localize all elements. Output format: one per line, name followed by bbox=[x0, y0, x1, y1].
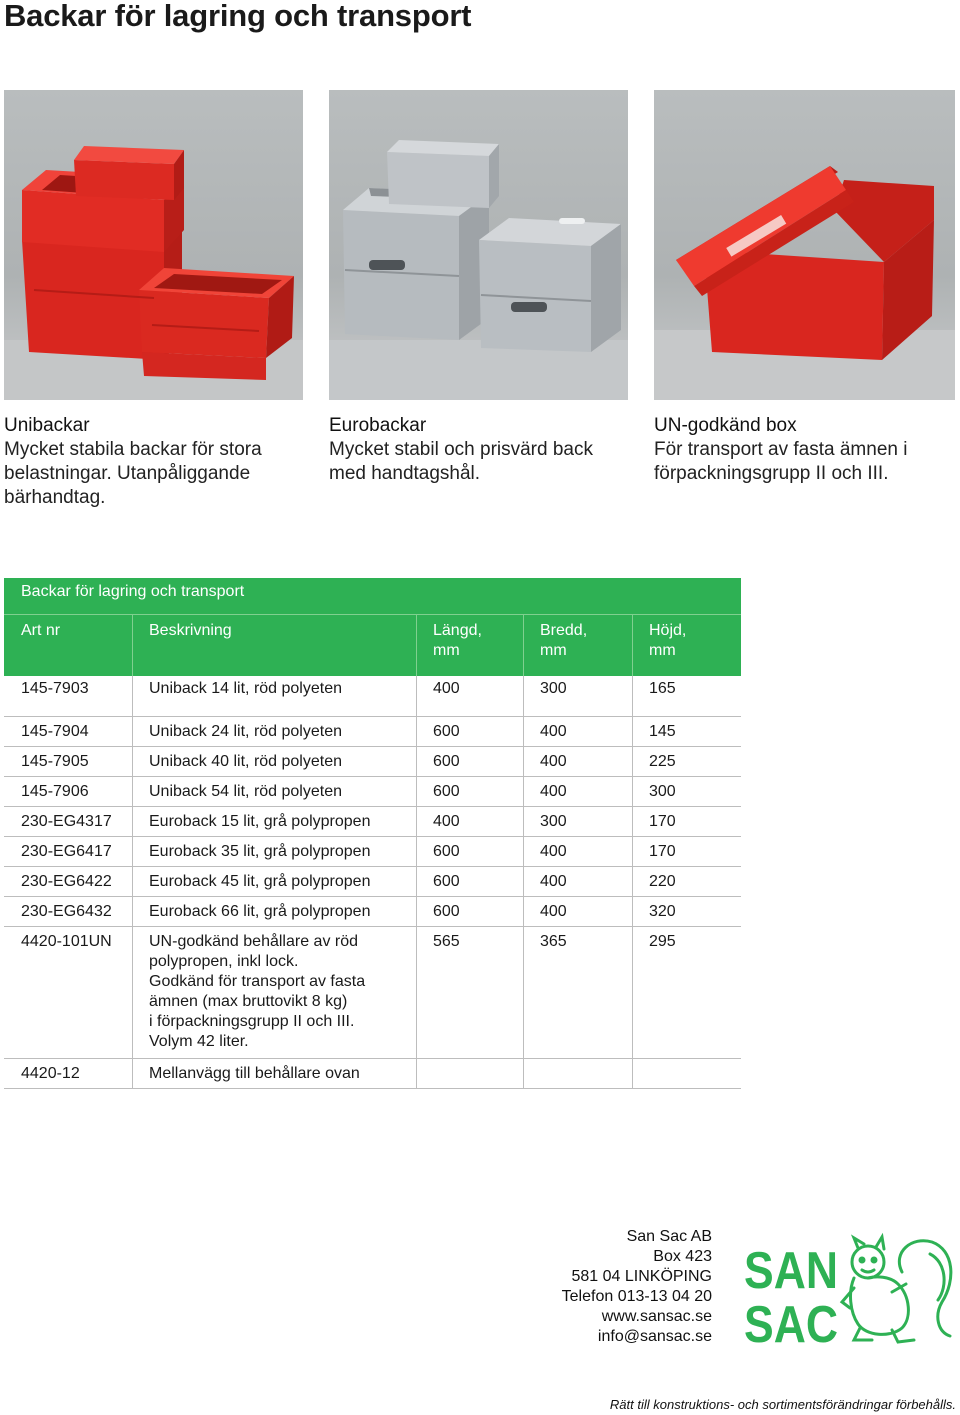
caption-title: UN-godkänd box bbox=[654, 415, 797, 436]
table-row bbox=[4, 746, 741, 776]
cell-beskrivning bbox=[149, 752, 342, 772]
description-line: Mellanvägg till behållare ovan bbox=[149, 1065, 360, 1082]
description-line: Euroback 35 lit, grå polypropen bbox=[149, 843, 371, 860]
caption-text: Mycket stabila backar för stora belastningar. Utanpåliggande bärhandtag. bbox=[4, 439, 262, 508]
description-line: Uniback 14 lit, röd polyeten bbox=[149, 680, 342, 697]
table-row bbox=[4, 776, 741, 806]
table-row bbox=[4, 896, 741, 926]
cell-art-nr: 4420-101UN bbox=[21, 933, 112, 950]
cell-langd: 600 bbox=[433, 873, 460, 890]
table-row bbox=[4, 676, 741, 716]
cell-langd: 600 bbox=[433, 753, 460, 770]
description-line: UN-godkänd behållare av röd bbox=[149, 933, 359, 950]
description-line: Euroback 45 lit, grå polypropen bbox=[149, 873, 371, 890]
cell-bredd: 400 bbox=[540, 843, 567, 860]
cell-hojd: 170 bbox=[649, 813, 676, 830]
cell-hojd: 145 bbox=[649, 723, 676, 740]
cell-beskrivning bbox=[149, 842, 370, 862]
caption-unibackar bbox=[4, 414, 304, 510]
cell-hojd: 300 bbox=[649, 783, 676, 800]
cell-beskrivning bbox=[149, 679, 342, 699]
description-line: Volym 42 liter. bbox=[149, 1033, 249, 1050]
cell-hojd: 295 bbox=[649, 933, 676, 950]
caption-title: Unibackar bbox=[4, 415, 90, 436]
product-table bbox=[4, 578, 741, 1089]
logo-text-line1: SAN bbox=[744, 1242, 838, 1300]
logo-text-line2: SAC bbox=[744, 1296, 838, 1350]
cell-bredd: 300 bbox=[540, 680, 567, 697]
address-line: info@sansac.se bbox=[597, 1328, 712, 1345]
cell-langd: 600 bbox=[433, 843, 460, 860]
cell-hojd: 320 bbox=[649, 903, 676, 920]
address-line: www.sansac.se bbox=[601, 1308, 712, 1325]
cell-bredd: 400 bbox=[540, 903, 567, 920]
header-art-nr: Art nr bbox=[21, 622, 61, 639]
cell-art-nr: 230-EG6432 bbox=[21, 903, 112, 920]
description-line: Uniback 40 lit, röd polyeten bbox=[149, 753, 342, 770]
address-line: Box 423 bbox=[653, 1248, 712, 1265]
table-row bbox=[4, 926, 741, 1058]
cell-beskrivning bbox=[149, 902, 370, 922]
description-line: polypropen, inkl lock. bbox=[149, 953, 299, 970]
cell-langd: 565 bbox=[433, 933, 460, 950]
cell-bredd: 400 bbox=[540, 723, 567, 740]
table-body bbox=[4, 676, 741, 1089]
squirrel-mascot-icon bbox=[842, 1237, 951, 1342]
cell-hojd: 225 bbox=[649, 753, 676, 770]
caption-text: Mycket stabil och prisvärd back med handtagshål. bbox=[329, 439, 593, 484]
description-line: Godkänd för transport av fasta bbox=[149, 973, 366, 990]
cell-art-nr: 145-7903 bbox=[21, 680, 89, 697]
description-line: Uniback 24 lit, röd polyeten bbox=[149, 723, 342, 740]
address-line: 581 04 LINKÖPING bbox=[571, 1268, 712, 1285]
header-bredd: Bredd, mm bbox=[540, 622, 588, 659]
company-address bbox=[540, 1227, 712, 1347]
caption-un-box bbox=[654, 414, 954, 486]
cell-art-nr: 145-7905 bbox=[21, 753, 89, 770]
cell-art-nr: 230-EG6417 bbox=[21, 843, 112, 860]
cell-langd: 400 bbox=[433, 680, 460, 697]
caption-title: Eurobackar bbox=[329, 415, 427, 436]
sansac-logo bbox=[742, 1232, 958, 1355]
cell-beskrivning bbox=[149, 872, 370, 892]
cell-art-nr: 4420-12 bbox=[21, 1065, 80, 1082]
header-beskrivning: Beskrivning bbox=[149, 622, 232, 639]
eurobackar-photo bbox=[329, 90, 628, 400]
cell-art-nr: 230-EG6422 bbox=[21, 873, 112, 890]
cell-hojd: 165 bbox=[649, 680, 676, 697]
table-row bbox=[4, 866, 741, 896]
table-row bbox=[4, 1058, 741, 1088]
cell-beskrivning bbox=[149, 722, 342, 742]
cell-beskrivning bbox=[149, 1064, 360, 1084]
page-title: Backar för lagring och transport bbox=[4, 0, 472, 33]
cell-hojd: 170 bbox=[649, 843, 676, 860]
caption-eurobackar bbox=[329, 414, 629, 486]
table-row bbox=[4, 836, 741, 866]
cell-bredd: 400 bbox=[540, 873, 567, 890]
cell-hojd: 220 bbox=[649, 873, 676, 890]
cell-art-nr: 230-EG4317 bbox=[21, 813, 112, 830]
cell-beskrivning bbox=[149, 812, 370, 832]
header-langd: Längd, mm bbox=[433, 622, 482, 659]
cell-bredd: 400 bbox=[540, 753, 567, 770]
description-line: Euroback 66 lit, grå polypropen bbox=[149, 903, 371, 920]
cell-art-nr: 145-7904 bbox=[21, 723, 89, 740]
unibackar-photo bbox=[4, 90, 303, 400]
cell-langd: 600 bbox=[433, 903, 460, 920]
cell-langd: 400 bbox=[433, 813, 460, 830]
address-line: San Sac AB bbox=[626, 1228, 712, 1245]
cell-beskrivning bbox=[149, 932, 365, 1052]
address-line: Telefon 013-13 04 20 bbox=[561, 1288, 712, 1305]
table-row bbox=[4, 716, 741, 746]
cell-langd: 600 bbox=[433, 723, 460, 740]
cell-bredd: 300 bbox=[540, 813, 567, 830]
description-line: i förpackningsgrupp II och III. bbox=[149, 1013, 355, 1030]
footer-disclaimer: Rätt till konstruktions- och sortimentsförändringar förbehålls. bbox=[609, 1397, 956, 1412]
header-hojd: Höjd, mm bbox=[649, 622, 687, 659]
cell-langd: 600 bbox=[433, 783, 460, 800]
un-box-photo bbox=[654, 90, 955, 400]
description-line: Euroback 15 lit, grå polypropen bbox=[149, 813, 371, 830]
table-header bbox=[4, 578, 741, 676]
description-line: Uniback 54 lit, röd polyeten bbox=[149, 783, 342, 800]
cell-art-nr: 145-7906 bbox=[21, 783, 89, 800]
cell-bredd: 400 bbox=[540, 783, 567, 800]
table-title: Backar för lagring och transport bbox=[21, 583, 245, 600]
description-line: ämnen (max bruttovikt 8 kg) bbox=[149, 993, 348, 1010]
cell-bredd: 365 bbox=[540, 933, 567, 950]
cell-beskrivning bbox=[149, 782, 342, 802]
table-row bbox=[4, 806, 741, 836]
caption-text: För transport av fasta ämnen i förpackningsgrupp II och III. bbox=[654, 439, 908, 484]
